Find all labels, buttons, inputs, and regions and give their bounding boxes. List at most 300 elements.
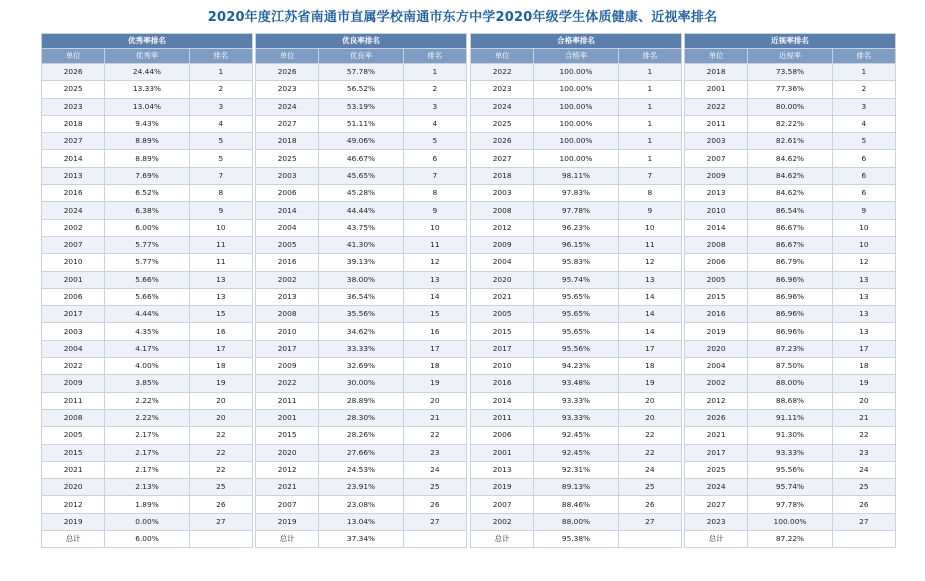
unit-cell: 2012 xyxy=(256,461,319,478)
rate-cell: 93.33% xyxy=(748,444,832,461)
table-excellent-rate xyxy=(41,33,253,548)
table-row xyxy=(685,219,896,236)
rate-cell: 36.54% xyxy=(319,288,403,305)
unit-cell: 2020 xyxy=(685,340,748,357)
unit-cell: 2020 xyxy=(471,271,534,288)
unit-cell: 2014 xyxy=(42,150,105,167)
rate-cell: 82.22% xyxy=(748,115,832,132)
rate-cell: 100.00% xyxy=(748,513,832,530)
rank-cell: 22 xyxy=(189,461,252,478)
table-row xyxy=(685,98,896,115)
rank-cell: 20 xyxy=(618,392,681,409)
rate-cell: 84.62% xyxy=(748,167,832,184)
unit-cell: 2002 xyxy=(685,375,748,392)
table-row xyxy=(685,461,896,478)
rate-cell: 88.00% xyxy=(748,375,832,392)
rate-cell: 34.62% xyxy=(319,323,403,340)
unit-cell: 2006 xyxy=(471,427,534,444)
total-row xyxy=(256,531,467,548)
table-row xyxy=(471,427,682,444)
unit-cell: 2010 xyxy=(471,358,534,375)
rank-cell: 27 xyxy=(403,513,466,530)
column-header: 单位 xyxy=(256,49,319,64)
rank-cell: 22 xyxy=(832,427,895,444)
unit-cell: 2002 xyxy=(42,219,105,236)
table-row xyxy=(42,409,253,426)
rate-cell: 13.33% xyxy=(105,81,189,98)
unit-cell: 2011 xyxy=(256,392,319,409)
rank-cell: 10 xyxy=(618,219,681,236)
rate-cell: 89.13% xyxy=(534,479,618,496)
unit-cell: 2007 xyxy=(685,150,748,167)
rate-cell: 28.26% xyxy=(319,427,403,444)
table-row xyxy=(471,479,682,496)
unit-cell: 2022 xyxy=(471,64,534,81)
rate-cell: 46.67% xyxy=(319,150,403,167)
unit-cell: 2018 xyxy=(685,64,748,81)
table-row xyxy=(256,115,467,132)
rate-cell: 95.74% xyxy=(748,479,832,496)
rate-cell: 92.31% xyxy=(534,461,618,478)
unit-cell: 2015 xyxy=(42,444,105,461)
total-rank-empty xyxy=(403,531,466,548)
table-group-header: 优良率排名 xyxy=(256,34,467,49)
rate-cell: 4.00% xyxy=(105,358,189,375)
rank-cell: 17 xyxy=(618,340,681,357)
table-row xyxy=(256,409,467,426)
column-header: 优良率 xyxy=(319,49,403,64)
unit-cell: 2001 xyxy=(42,271,105,288)
unit-cell: 2003 xyxy=(42,323,105,340)
unit-cell: 2023 xyxy=(256,81,319,98)
rank-cell: 1 xyxy=(618,115,681,132)
unit-cell: 2010 xyxy=(42,254,105,271)
rate-cell: 0.00% xyxy=(105,513,189,530)
table-row xyxy=(256,427,467,444)
rank-cell: 9 xyxy=(189,202,252,219)
unit-cell: 2011 xyxy=(685,115,748,132)
rate-cell: 93.33% xyxy=(534,409,618,426)
rate-cell: 27.66% xyxy=(319,444,403,461)
table-row xyxy=(42,150,253,167)
rate-cell: 5.77% xyxy=(105,236,189,253)
column-header: 排名 xyxy=(403,49,466,64)
rate-cell: 23.08% xyxy=(319,496,403,513)
rank-cell: 12 xyxy=(832,254,895,271)
rank-cell: 20 xyxy=(189,392,252,409)
table-row xyxy=(471,288,682,305)
rank-cell: 13 xyxy=(832,271,895,288)
table-row xyxy=(471,150,682,167)
table-row xyxy=(471,236,682,253)
rank-cell: 3 xyxy=(189,98,252,115)
rate-cell: 30.00% xyxy=(319,375,403,392)
rate-cell: 43.75% xyxy=(319,219,403,236)
unit-cell: 2017 xyxy=(685,444,748,461)
rank-cell: 22 xyxy=(189,427,252,444)
unit-cell: 2015 xyxy=(685,288,748,305)
rate-cell: 91.30% xyxy=(748,427,832,444)
rate-cell: 28.89% xyxy=(319,392,403,409)
table-row xyxy=(685,64,896,81)
rank-cell: 9 xyxy=(403,202,466,219)
table-row xyxy=(685,202,896,219)
table-row xyxy=(42,340,253,357)
unit-cell: 2009 xyxy=(471,236,534,253)
rank-cell: 17 xyxy=(403,340,466,357)
rate-cell: 35.56% xyxy=(319,306,403,323)
rate-cell: 88.46% xyxy=(534,496,618,513)
unit-cell: 2014 xyxy=(471,392,534,409)
table-pass-rate xyxy=(470,33,682,548)
table-row xyxy=(685,254,896,271)
rank-cell: 25 xyxy=(832,479,895,496)
rate-cell: 98.11% xyxy=(534,167,618,184)
page-title: 2020年度江苏省南通市直属学校南通市东方中学2020年级学生体质健康、近视率排名 xyxy=(207,10,718,25)
table-row xyxy=(471,98,682,115)
rate-cell: 51.11% xyxy=(319,115,403,132)
rate-cell: 9.43% xyxy=(105,115,189,132)
column-header: 单位 xyxy=(471,49,534,64)
unit-cell: 2022 xyxy=(42,358,105,375)
table-row xyxy=(256,167,467,184)
unit-cell: 2022 xyxy=(685,98,748,115)
unit-cell: 2005 xyxy=(471,306,534,323)
rank-cell: 3 xyxy=(403,98,466,115)
rank-cell: 10 xyxy=(189,219,252,236)
unit-cell: 2023 xyxy=(685,513,748,530)
rate-cell: 6.52% xyxy=(105,185,189,202)
table-row xyxy=(256,323,467,340)
rate-cell: 88.00% xyxy=(534,513,618,530)
rate-cell: 100.00% xyxy=(534,81,618,98)
rank-cell: 5 xyxy=(189,133,252,150)
rank-cell: 19 xyxy=(403,375,466,392)
unit-cell: 2025 xyxy=(685,461,748,478)
table-row xyxy=(471,202,682,219)
rate-cell: 95.83% xyxy=(534,254,618,271)
rank-cell: 13 xyxy=(403,271,466,288)
unit-cell: 2007 xyxy=(471,496,534,513)
unit-cell: 2005 xyxy=(42,427,105,444)
table-row xyxy=(42,513,253,530)
column-header: 合格率 xyxy=(534,49,618,64)
rate-cell: 45.28% xyxy=(319,185,403,202)
rank-cell: 26 xyxy=(832,496,895,513)
unit-cell: 2002 xyxy=(471,513,534,530)
rate-cell: 95.65% xyxy=(534,323,618,340)
table-row xyxy=(471,271,682,288)
rank-cell: 26 xyxy=(403,496,466,513)
rank-cell: 22 xyxy=(403,427,466,444)
rate-cell: 86.79% xyxy=(748,254,832,271)
rank-cell: 12 xyxy=(403,254,466,271)
table-row xyxy=(42,254,253,271)
unit-cell: 2010 xyxy=(256,323,319,340)
table-row xyxy=(685,236,896,253)
unit-cell: 2019 xyxy=(471,479,534,496)
table-row xyxy=(42,202,253,219)
table-row xyxy=(42,115,253,132)
rank-cell: 20 xyxy=(618,409,681,426)
unit-cell: 2004 xyxy=(685,358,748,375)
rank-cell: 15 xyxy=(403,306,466,323)
table-row xyxy=(685,496,896,513)
unit-cell: 2018 xyxy=(256,133,319,150)
rank-cell: 20 xyxy=(403,392,466,409)
rank-cell: 6 xyxy=(832,167,895,184)
rate-cell: 39.13% xyxy=(319,254,403,271)
unit-cell: 2011 xyxy=(471,409,534,426)
table-row xyxy=(256,185,467,202)
table-row xyxy=(471,444,682,461)
rank-cell: 1 xyxy=(618,81,681,98)
rate-cell: 100.00% xyxy=(534,98,618,115)
rate-cell: 1.89% xyxy=(105,496,189,513)
unit-cell: 2026 xyxy=(256,64,319,81)
table-row xyxy=(42,306,253,323)
unit-cell: 2012 xyxy=(685,392,748,409)
table-row xyxy=(471,409,682,426)
table-row xyxy=(256,444,467,461)
total-value: 87.22% xyxy=(748,531,832,548)
rank-cell: 5 xyxy=(403,133,466,150)
rank-cell: 3 xyxy=(832,98,895,115)
rate-cell: 33.33% xyxy=(319,340,403,357)
table-row xyxy=(256,513,467,530)
rank-cell: 21 xyxy=(403,409,466,426)
table-row xyxy=(42,98,253,115)
table-myopia-rate xyxy=(684,33,896,548)
table-row xyxy=(42,358,253,375)
rate-cell: 13.04% xyxy=(319,513,403,530)
ranking-tables xyxy=(41,33,896,556)
rank-cell: 13 xyxy=(189,288,252,305)
unit-cell: 2026 xyxy=(42,64,105,81)
rate-cell: 100.00% xyxy=(534,133,618,150)
unit-cell: 2021 xyxy=(685,427,748,444)
table-row xyxy=(42,81,253,98)
rank-cell: 25 xyxy=(618,479,681,496)
rank-cell: 18 xyxy=(618,358,681,375)
table-row xyxy=(256,81,467,98)
unit-cell: 2017 xyxy=(42,306,105,323)
rate-cell: 6.00% xyxy=(105,219,189,236)
rate-cell: 100.00% xyxy=(534,64,618,81)
rate-cell: 2.13% xyxy=(105,479,189,496)
table-row xyxy=(42,323,253,340)
rank-cell: 1 xyxy=(403,64,466,81)
unit-cell: 2021 xyxy=(256,479,319,496)
rate-cell: 94.23% xyxy=(534,358,618,375)
unit-cell: 2015 xyxy=(471,323,534,340)
rank-cell: 19 xyxy=(189,375,252,392)
table-row xyxy=(471,358,682,375)
unit-cell: 2019 xyxy=(685,323,748,340)
unit-cell: 2021 xyxy=(42,461,105,478)
rank-cell: 24 xyxy=(618,461,681,478)
table-row xyxy=(256,202,467,219)
rate-cell: 86.54% xyxy=(748,202,832,219)
table-row xyxy=(685,306,896,323)
rank-cell: 26 xyxy=(189,496,252,513)
unit-cell: 2008 xyxy=(256,306,319,323)
rate-cell: 6.38% xyxy=(105,202,189,219)
unit-cell: 2016 xyxy=(256,254,319,271)
unit-cell: 2013 xyxy=(256,288,319,305)
rate-cell: 53.19% xyxy=(319,98,403,115)
rate-cell: 100.00% xyxy=(534,150,618,167)
table-row xyxy=(685,115,896,132)
unit-cell: 2014 xyxy=(256,202,319,219)
rank-cell: 14 xyxy=(403,288,466,305)
table-row xyxy=(256,496,467,513)
unit-cell: 2003 xyxy=(471,185,534,202)
unit-cell: 2012 xyxy=(471,219,534,236)
rank-cell: 24 xyxy=(832,461,895,478)
rate-cell: 4.35% xyxy=(105,323,189,340)
rate-cell: 41.30% xyxy=(319,236,403,253)
rank-cell: 12 xyxy=(618,254,681,271)
table-row xyxy=(471,340,682,357)
unit-cell: 2027 xyxy=(256,115,319,132)
rate-cell: 95.65% xyxy=(534,288,618,305)
rate-cell: 49.06% xyxy=(319,133,403,150)
rank-cell: 8 xyxy=(189,185,252,202)
unit-cell: 2006 xyxy=(685,254,748,271)
rate-cell: 8.89% xyxy=(105,150,189,167)
unit-cell: 2008 xyxy=(471,202,534,219)
unit-cell: 2008 xyxy=(42,409,105,426)
table-group-header: 合格率排名 xyxy=(471,34,682,49)
rank-cell: 20 xyxy=(832,392,895,409)
table-row xyxy=(42,219,253,236)
table-row xyxy=(42,288,253,305)
table-row xyxy=(256,340,467,357)
table-row xyxy=(685,271,896,288)
rate-cell: 73.58% xyxy=(748,64,832,81)
rank-cell: 19 xyxy=(832,375,895,392)
table-row xyxy=(471,64,682,81)
unit-cell: 2005 xyxy=(685,271,748,288)
unit-cell: 2027 xyxy=(471,150,534,167)
rank-cell: 10 xyxy=(832,236,895,253)
rank-cell: 27 xyxy=(832,513,895,530)
rate-cell: 4.44% xyxy=(105,306,189,323)
unit-cell: 2015 xyxy=(256,427,319,444)
table-row xyxy=(685,340,896,357)
unit-cell: 2027 xyxy=(685,496,748,513)
unit-cell: 2002 xyxy=(256,271,319,288)
rate-cell: 3.85% xyxy=(105,375,189,392)
rank-cell: 16 xyxy=(403,323,466,340)
rank-cell: 5 xyxy=(189,150,252,167)
table-row xyxy=(685,150,896,167)
rate-cell: 57.78% xyxy=(319,64,403,81)
unit-cell: 2023 xyxy=(42,98,105,115)
unit-cell: 2006 xyxy=(42,288,105,305)
unit-cell: 2025 xyxy=(256,150,319,167)
rank-cell: 21 xyxy=(832,409,895,426)
total-rank-empty xyxy=(618,531,681,548)
rate-cell: 97.78% xyxy=(748,496,832,513)
unit-cell: 2009 xyxy=(256,358,319,375)
rank-cell: 16 xyxy=(189,323,252,340)
table-row xyxy=(256,150,467,167)
table-row xyxy=(42,496,253,513)
rank-cell: 2 xyxy=(832,81,895,98)
rate-cell: 2.17% xyxy=(105,444,189,461)
unit-cell: 2004 xyxy=(256,219,319,236)
rank-cell: 18 xyxy=(403,358,466,375)
table-row xyxy=(256,306,467,323)
column-header: 近视率 xyxy=(748,49,832,64)
table-row xyxy=(471,461,682,478)
unit-cell: 2018 xyxy=(471,167,534,184)
rate-cell: 86.96% xyxy=(748,323,832,340)
table-row xyxy=(471,81,682,98)
unit-cell: 2016 xyxy=(42,185,105,202)
total-label: 总计 xyxy=(42,531,105,548)
unit-cell: 2009 xyxy=(42,375,105,392)
unit-cell: 2022 xyxy=(256,375,319,392)
rank-cell: 20 xyxy=(189,409,252,426)
rate-cell: 28.30% xyxy=(319,409,403,426)
rank-cell: 2 xyxy=(189,81,252,98)
table-row xyxy=(471,306,682,323)
rank-cell: 8 xyxy=(403,185,466,202)
table-row xyxy=(42,133,253,150)
table-row xyxy=(471,513,682,530)
unit-cell: 2006 xyxy=(256,185,319,202)
table-row xyxy=(471,185,682,202)
rank-cell: 23 xyxy=(403,444,466,461)
unit-cell: 2026 xyxy=(685,409,748,426)
unit-cell: 2011 xyxy=(42,392,105,409)
rate-cell: 56.52% xyxy=(319,81,403,98)
rank-cell: 22 xyxy=(618,427,681,444)
table-row xyxy=(685,288,896,305)
rate-cell: 88.68% xyxy=(748,392,832,409)
table-row xyxy=(685,81,896,98)
rank-cell: 23 xyxy=(832,444,895,461)
table-row xyxy=(685,358,896,375)
rank-cell: 11 xyxy=(618,236,681,253)
table-row xyxy=(42,167,253,184)
unit-cell: 2019 xyxy=(256,513,319,530)
table-row xyxy=(256,375,467,392)
unit-cell: 2025 xyxy=(471,115,534,132)
total-value: 37.34% xyxy=(319,531,403,548)
unit-cell: 2019 xyxy=(42,513,105,530)
rate-cell: 32.69% xyxy=(319,358,403,375)
rank-cell: 6 xyxy=(832,150,895,167)
rank-cell: 7 xyxy=(618,167,681,184)
column-header: 优秀率 xyxy=(105,49,189,64)
table-row xyxy=(471,496,682,513)
rank-cell: 11 xyxy=(189,254,252,271)
unit-cell: 2012 xyxy=(42,496,105,513)
unit-cell: 2023 xyxy=(471,81,534,98)
table-good-rate xyxy=(255,33,467,548)
rate-cell: 93.33% xyxy=(534,392,618,409)
table-row xyxy=(256,133,467,150)
rank-cell: 15 xyxy=(189,306,252,323)
unit-cell: 2013 xyxy=(42,167,105,184)
rank-cell: 4 xyxy=(189,115,252,132)
rank-cell: 14 xyxy=(618,323,681,340)
unit-cell: 2003 xyxy=(256,167,319,184)
